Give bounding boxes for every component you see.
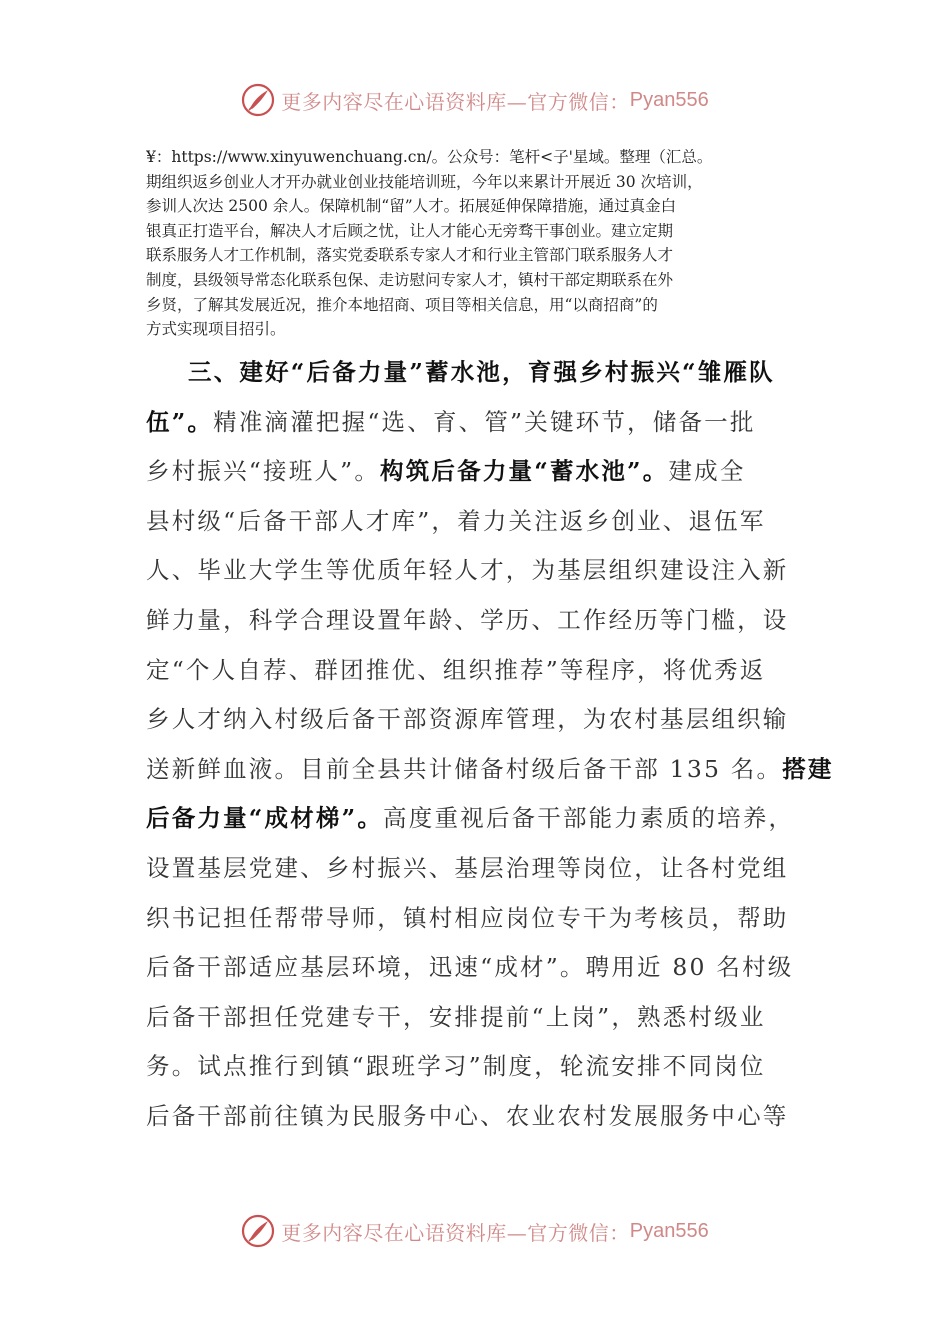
text-line: 期组织返乡创业人才开办就业创业技能培训班，今年以来累计开展近 30 次培训， [146,172,703,191]
header-banner [0,78,950,122]
body-text-line [146,497,816,547]
body-text-line [146,1092,816,1142]
regular-text: 人、毕业大学生等优质年轻人才，为基层组织建设注入新 [146,556,789,585]
text-line: 联系服务人才工作机制，落实党委联系专家人才和行业主管部门联系服务人才 [146,246,674,265]
text-line: 方式实现项目招引。 [146,320,286,339]
body-text-line [146,546,816,596]
regular-text: 务。试点推行到镇“跟班学习”制度，轮流安排不同岗位 [146,1052,766,1081]
body-text-line [146,794,816,844]
body-text-line [146,844,816,894]
bold-text: 三、建好“后备力量”蓄水池，育强乡村振兴“雏雁队 [188,358,775,386]
body-text-line [146,695,816,745]
regular-text: 乡村振兴“接班人”。 [146,457,381,486]
text-line: 制度，县级领导常态化联系包保、走访慰问专家人才，镇村干部定期联系在外 [146,270,674,289]
body-text-line [146,596,816,646]
regular-text: 县村级“后备干部人才库”，着力关注返乡创业、退伍军 [146,506,766,535]
footer-banner [0,1209,950,1253]
body-text-line [146,646,816,696]
regular-text: 高度重视后备干部能力素质的培养， [383,804,795,833]
bold-text: 构筑后备力量“蓄水池”。 [380,457,669,486]
footer-banner-id: Pyan556 [629,1219,709,1242]
body-text-line [146,993,816,1043]
regular-text: 定“个人自荐、群团推优、组织推荐”等程序，将优秀返 [146,655,766,684]
bold-text: 后备力量“成材梯”。 [146,804,384,833]
text-line: 乡贤，了解其发展近况，推介本地招商、项目等相关信息，用“以商招商”的 [146,295,658,314]
quill-logo-icon [241,1214,275,1248]
regular-text: 织书记担任帮带导师，镇村相应岗位专干为考核员，帮助 [146,903,789,932]
regular-text: 后备干部前往镇为民服务中心、农业农村发展服务中心等 [146,1101,789,1130]
regular-text: 后备干部担任党建专干，安排提前“上岗”，熟悉村级业 [146,1002,766,1031]
regular-text: 鲜力量，科学合理设置年龄、学历、工作经历等门槛，设 [146,605,789,634]
bold-text: 搭建 [782,754,834,783]
body-text-line [146,1042,816,1092]
body-text-line [146,447,816,497]
intro-paragraph [146,145,811,342]
header-banner-text: 更多内容尽在心语资料库—官方微信： [281,89,630,114]
body-text-line [146,894,816,944]
quill-logo-icon [241,83,275,117]
regular-text: 后备干部适应基层环境，迅速“成材”。聘用近 80 名村级 [146,953,794,982]
header-banner-id: Pyan556 [629,88,709,111]
regular-text: 设置基层党建、乡村振兴、基层治理等岗位，让各村党组 [146,853,789,882]
regular-text: 乡人才纳入村级后备干部资源库管理，为农村基层组织输 [146,705,789,734]
section-heading-line [146,348,816,398]
footer-banner-text: 更多内容尽在心语资料库—官方微信： [281,1220,630,1245]
body-text-line [146,398,816,448]
text-line: ¥：https://www.xinyuwenchuang.cn/。公众号：笔杆<子'星域。整理（汇总。 [146,148,713,166]
body-text-line [146,745,834,795]
regular-text: 送新鲜血液。目前全县共计储备村级后备干部 135 名。 [146,754,783,783]
text-line: 参训人次达 2500 余人。保障机制“留”人才。拓展延伸保障措施，通过真金白 [146,197,677,216]
text-line: 银真正打造平台，解决人才后顾之忧，让人才能心无旁骛干事创业。建立定期 [146,221,674,240]
regular-text: 建成全 [668,457,746,486]
regular-text: 精准滴灌把握“选、育、管”关键环节，储备一批 [213,407,756,436]
body-text-line [146,943,816,993]
section-three-body [146,348,834,1142]
bold-text: 伍”。 [146,407,214,436]
